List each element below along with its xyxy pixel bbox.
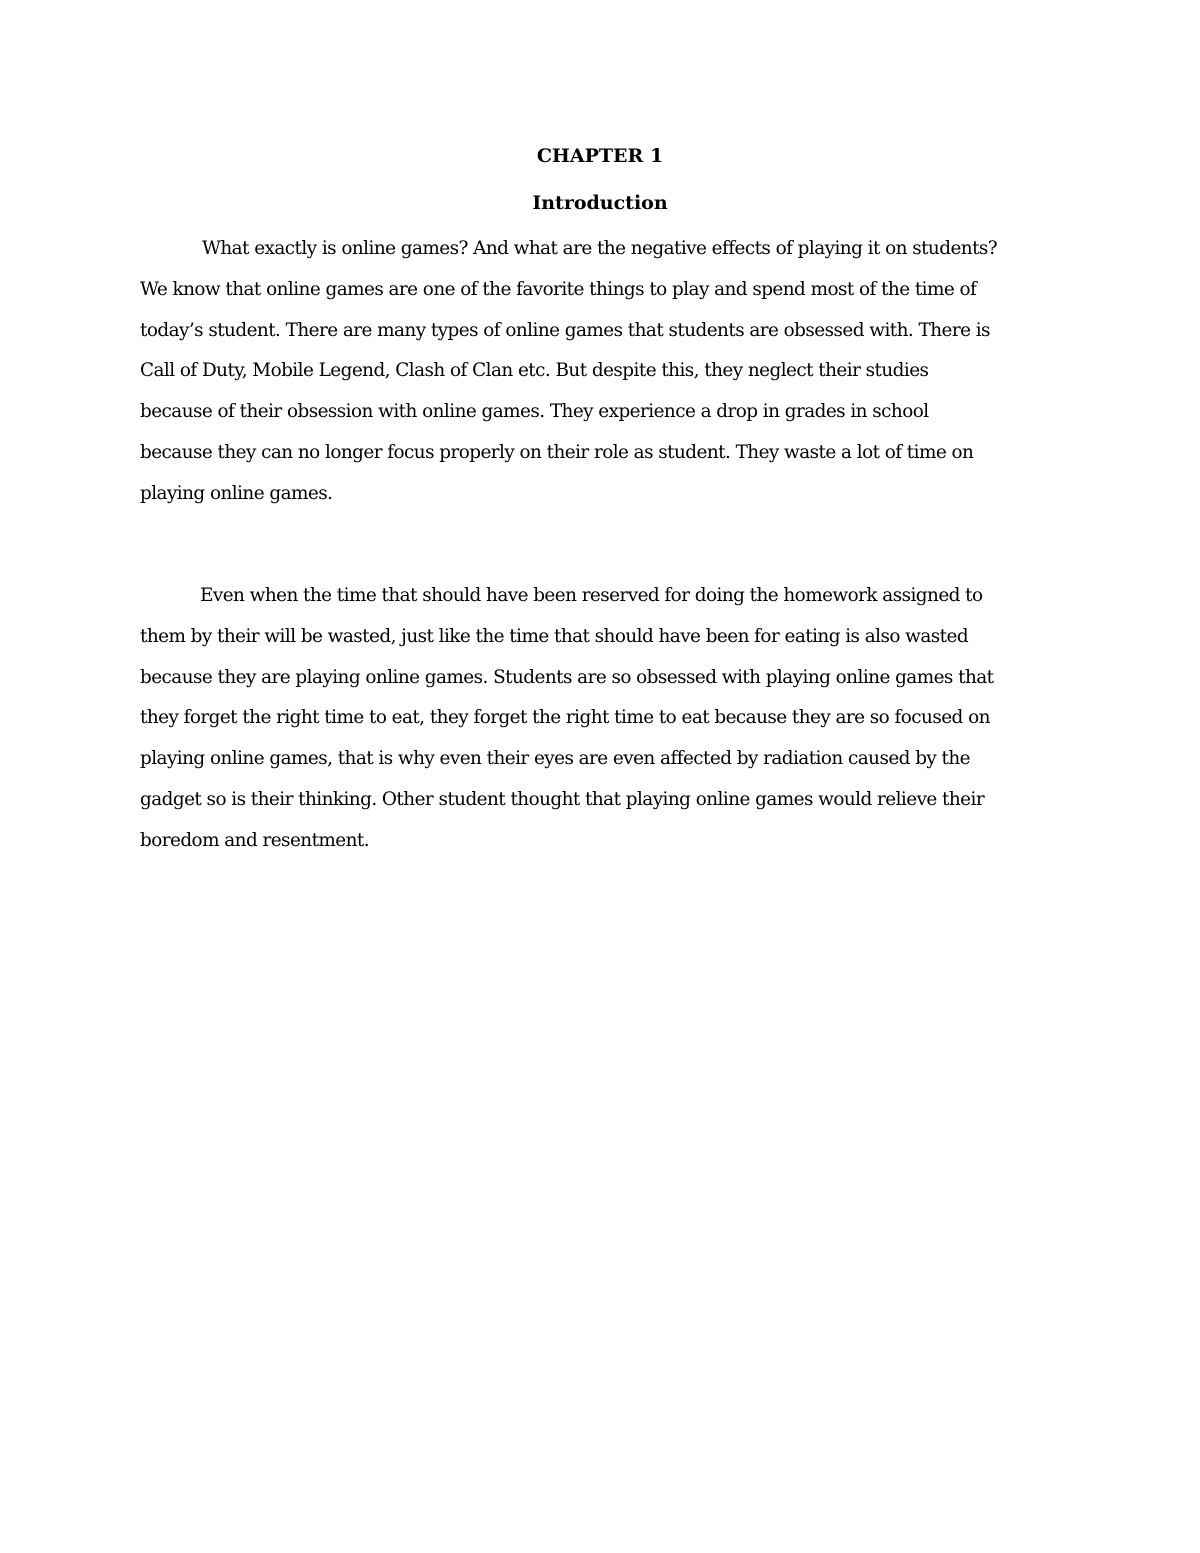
paragraph-line: playing online games. [140, 482, 333, 504]
paragraph-line: because they can no longer focus properly on their role as student. They waste a lot of time on [140, 441, 974, 463]
paragraph-line: We know that online games are one of the favorite things to play and spend most of the time of [140, 278, 977, 300]
paragraph-line: Even when the time that should have been reserved for doing the homework assigned to [200, 585, 983, 606]
paragraph-line: boredom and resentment. [140, 829, 370, 851]
paragraph-1 [140, 229, 1070, 515]
paragraph-line: playing online games, that is why even their eyes are even affected by radiation caused by the [140, 748, 971, 770]
paragraph-line: gadget so is their thinking. Other student thought that playing online games would relieve their [140, 788, 985, 810]
paragraph-line: them by their will be wasted, just like the time that should have been for eating is also wasted [140, 625, 969, 647]
paragraph-2 [140, 576, 1070, 862]
paragraph-line: because they are playing online games. Students are so obsessed with playing online games that [140, 666, 994, 688]
paragraph-line: today’s student. There are many types of online games that students are obsessed with. There is [140, 319, 990, 341]
paragraph-line: they forget the right time to eat, they forget the right time to eat because they are so focused on [140, 707, 990, 729]
chapter-title: CHAPTER 1 [536, 145, 664, 167]
section-title: Introduction [532, 192, 668, 214]
paragraph-line: because of their obsession with online games. They experience a drop in grades in school [140, 401, 929, 423]
paragraph-line: Call of Duty, Mobile Legend, Clash of Clan etc. But despite this, they neglect their studies [140, 360, 929, 382]
paragraph-line: What exactly is online games? And what are the negative effects of playing it on students? [202, 238, 998, 259]
